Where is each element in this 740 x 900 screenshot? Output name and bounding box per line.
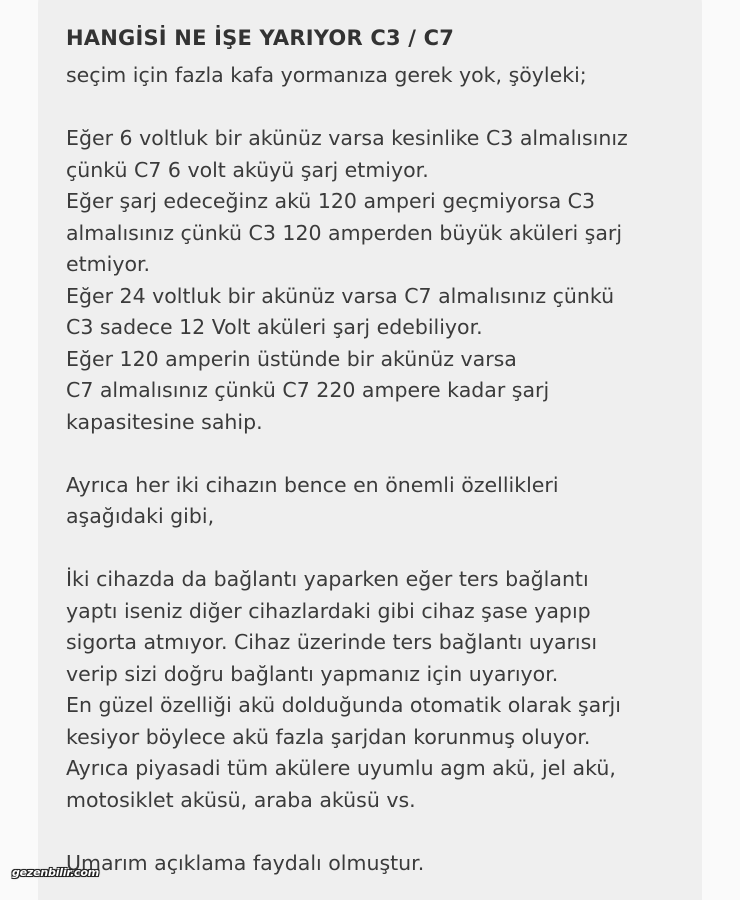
article-line: kesiyor böylece akü fazla şarjdan korunmuş oluyor. — [66, 724, 591, 749]
article-line: Ayrıca piyasadi tüm akülere uyumlu agm akü, jel akü, — [66, 756, 616, 780]
article-line: yaptı iseniz diğer cihazlardaki gibi cihaz şase yapıp — [66, 598, 591, 623]
article-line: etmiyor. — [66, 252, 151, 276]
article-line: Eğer 6 voltluk bir akünüz varsa kesinlike C3 almalısınız — [66, 126, 628, 150]
watermark-logo: gezenbilir.com — [12, 866, 99, 879]
article-card — [38, 0, 702, 900]
paragraph-gap — [66, 816, 702, 848]
article-line: Eğer 120 amperin üstünde bir akünüz varsa — [66, 346, 517, 371]
article-line: aşağıdaki gibi, — [66, 504, 215, 528]
paragraph-gap — [66, 533, 702, 565]
article-line: Umarım açıklama faydalı olmuştur. — [66, 850, 425, 875]
article-title: HANGİSİ NE İŞE YARIYOR C3 / C7 — [66, 26, 455, 50]
article-line: almalısınız çünkü C3 120 amperden büyük aküleri şarj — [66, 220, 623, 245]
article-line: motosiklet aküsü, araba aküsü vs. — [66, 787, 416, 812]
article-line: C3 sadece 12 Volt aküleri şarj edebiliyor. — [66, 315, 483, 339]
article-line: Ayrıca her iki cihazın bence en önemli özellikleri — [66, 472, 559, 497]
article-body — [66, 60, 702, 879]
article-line: C7 almalısınız çünkü C7 220 ampere kadar şarj — [66, 378, 550, 402]
article-line: Eğer 24 voltluk bir akünüz varsa C7 almalısınız çünkü — [66, 283, 615, 308]
paragraph-gap — [66, 92, 702, 124]
paragraph-gap — [66, 438, 702, 470]
article-line: Eğer şarj edeceğinz akü 120 amperi geçmiyorsa C3 — [66, 189, 596, 213]
article-line: seçim için fazla kafa yormanıza gerek yok, şöyleki; — [66, 63, 587, 87]
article-line: verip sizi doğru bağlantı yapmanız için uyarıyor. — [66, 661, 559, 686]
article-line: çünkü C7 6 volt aküyü şarj etmiyor. — [66, 157, 429, 182]
article-line: İki cihazda da bağlantı yaparken eğer ters bağlantı — [66, 567, 589, 591]
article-line: En güzel özelliği akü dolduğunda otomatik olarak şarjı — [66, 693, 621, 717]
article-line: kapasitesine sahip. — [66, 409, 263, 434]
article-line: sigorta atmıyor. Cihaz üzerinde ters bağlantı uyarısı — [66, 630, 598, 654]
